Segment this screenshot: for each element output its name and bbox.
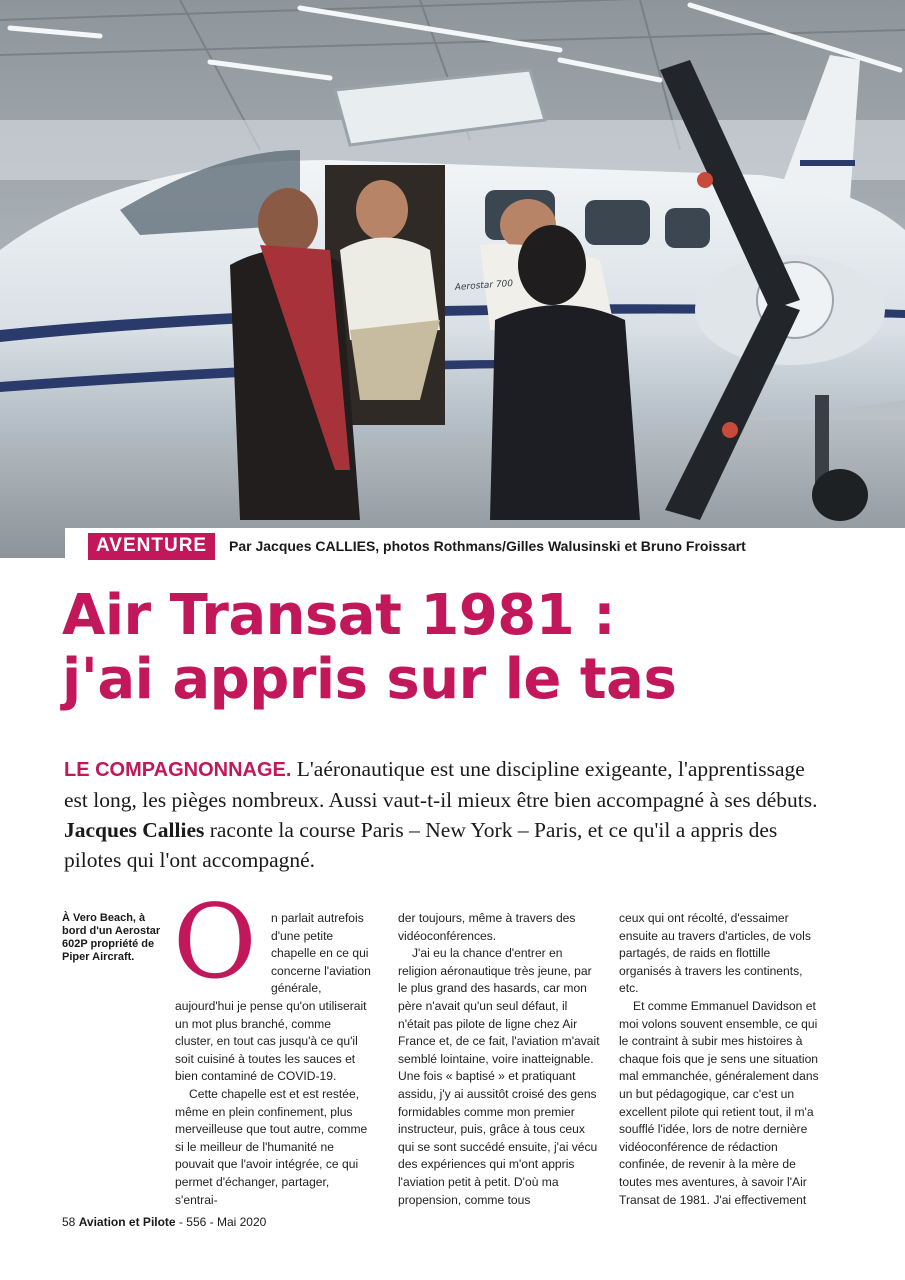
publication-name: Aviation et Pilote	[78, 1215, 176, 1229]
paragraph: ceux qui ont récolté, d'essaimer ensuite au travers d'articles, de vols partagés, de raids en flottille organisés à travers les continents, etc.	[619, 911, 811, 996]
dropcap-letter: O	[173, 883, 257, 1002]
paragraph: n parlait autrefois d'une petite chapelle en ce qui concerne l'aviation générale, aujourd'hui je pense qu'on utiliserait un mot plus branché, comme cluster, en tout cas jusqu'à ce qu'il soit cuisiné à toutes les sauces et bien contaminé de COVID-19.	[175, 911, 371, 1084]
hangar-aircraft-illustration	[0, 0, 905, 558]
fuselage-lettering: Aerostar 700	[454, 278, 514, 293]
issue-info: - 556 - Mai 2020	[175, 1215, 267, 1229]
paragraph: J'ai eu la chance d'entrer en religion aéronautique très jeune, par le plus grand des hasards, car mon père n'avait qu'un seul défaut, il n'était pas pilote de ligne chez Air France et, de ce fait, l'aviation m'avait semblé lointaine, voire inatteignable. Une fois « baptisé » et pratiquant assidu, j'y ai aussitôt croisé des gens formidables comme mon premier instructeur, puis, grâce à tous ceux qui se sont succédé ensuite, j'ai vécu des expériences qui m'ont appris l'aviation petit à petit. D'où ma propension, comme tous	[398, 946, 600, 1207]
title-line-1: Air Transat 1981 :	[62, 583, 616, 648]
title-line-2: j'ai appris sur le tas	[62, 647, 677, 712]
lead-text-2: raconte la course Paris – New York – Paris, et ce qu'il a appris des pilotes qui l'ont accompagné.	[64, 818, 778, 872]
byline: Par Jacques CALLIES, photos Rothmans/Gilles Walusinski et Bruno Froissart	[229, 538, 746, 554]
paragraph: Et comme Emmanuel Davidson et moi volons souvent ensemble, ce qui le contraint à subir mes histoires à chaque fois que je sens une situation mal emmanchée, généralement dans un but pédagogique, car c'est un excellent pilote qui retient tout, il m'a soufflé l'idée, lors de notre dernière vidéoconférence de rédaction confinée, de revenir à la mère de toutes mes aventures, à savoir l'Air Transat de 1981. J'ai effectivement	[619, 998, 819, 1207]
article-column-1	[173, 883, 371, 1209]
page-footer	[62, 1215, 266, 1229]
lead-author-name: Jacques Callies	[64, 818, 205, 842]
article-column-2	[398, 910, 601, 1209]
photo-caption: À Vero Beach, à bord d'un Aerostar 602P propriété de Piper Aircraft.	[62, 912, 161, 963]
article-column-3	[619, 910, 821, 1209]
hero-photo	[0, 0, 905, 558]
page-number: 58	[62, 1215, 76, 1229]
lead-kicker: LE COMPAGNONNAGE.	[64, 759, 292, 781]
lead-paragraph	[64, 754, 824, 875]
section-tag: AVENTURE	[88, 533, 215, 560]
lead-text-1: L'aéronautique est une discipline exigeante, l'apprentissage est long, les pièges nombreux. Aussi vaut-t-il mieux être bien accompagné à ses débuts.	[64, 757, 818, 812]
article-title	[62, 584, 676, 712]
paragraph: der toujours, même à travers des vidéoconférences.	[398, 911, 576, 943]
paragraph: Cette chapelle est et est restée, même en plein confinement, plus merveilleuse que tout autre, comme si le meilleur de l'humanité ne pouvait que l'avoir intégrée, ce qui permet d'échanger, partager, s'entrai-	[175, 1086, 368, 1207]
dropcap-box	[173, 883, 267, 1002]
